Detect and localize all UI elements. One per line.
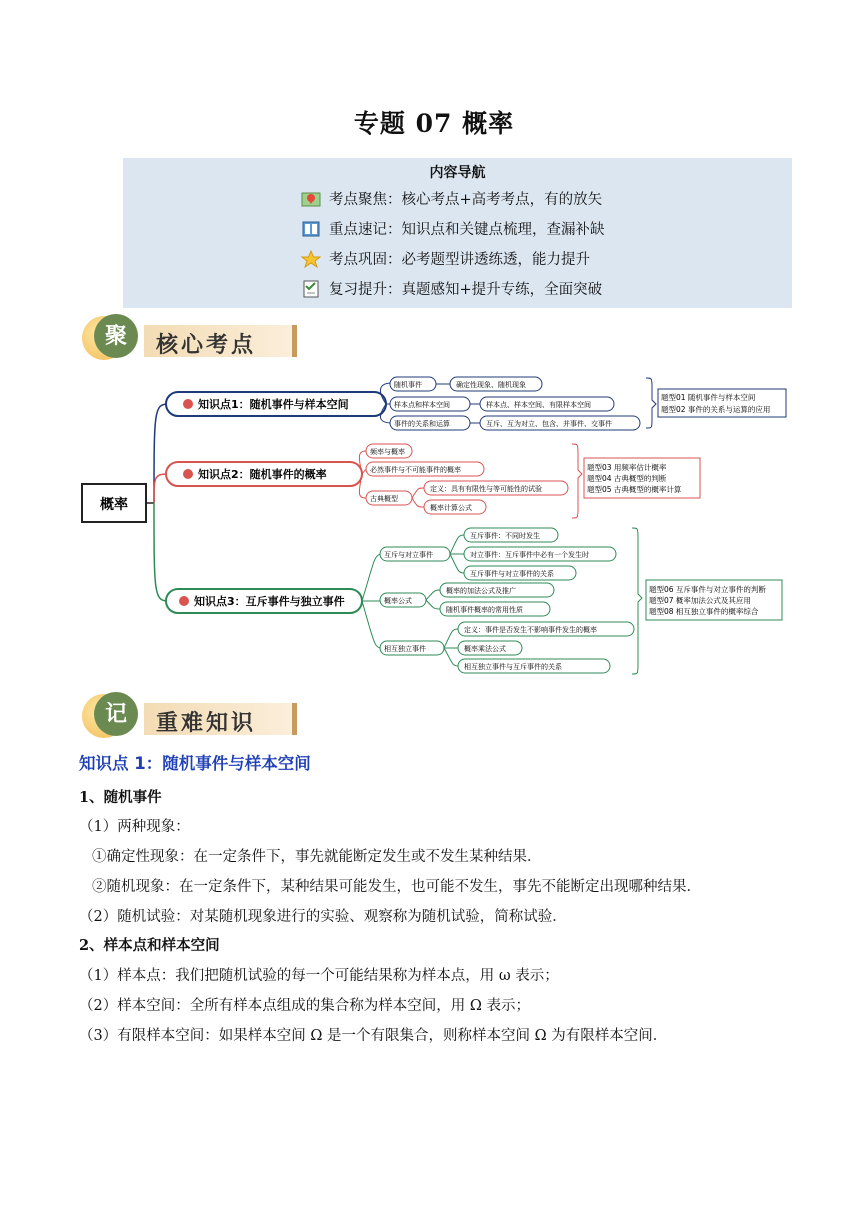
paragraph: （3）有限样本空间：如果样本空间 Ω 是一个有限集合，则称样本空间 Ω 为有限样本空间．: [79, 1028, 668, 1044]
banner-label: 重难知识: [156, 710, 257, 736]
paragraph: ②随机现象：在一定条件下，某种结果可能发生，也可能不发生，事先不能断定出现哪种结果．: [92, 879, 701, 895]
b3-child-1: 互斥与对立事件: [384, 551, 433, 559]
section-banner-core: [82, 316, 297, 362]
b1-type-2: 题型02 事件的关系与运算的应用: [661, 405, 771, 414]
nav-heading: 内容导航: [429, 165, 486, 181]
nav-item-focus: [301, 188, 602, 209]
b3-child-1-sub-3: 互斥事件与对立事件的关系: [470, 570, 554, 578]
badge: 记: [94, 692, 138, 736]
b3-child-1-sub-2: 对立事件：互斥事件中必有一个发生时: [470, 551, 589, 559]
b2-type-1: 题型03 用频率估计概率: [587, 463, 667, 472]
b3-child-3: 相互独立事件: [384, 645, 426, 653]
section-title: 知识点 1：随机事件与样本空间: [79, 754, 311, 773]
nav-item-text: 复习提升：真题感知+提升专练，全面突破: [329, 282, 603, 298]
branch-2-label: 知识点2：随机事件的概率: [198, 468, 327, 481]
b2-type-2: 题型04 古典概型的判断: [587, 474, 667, 483]
nav-item-text: 考点巩固：必考题型讲透练透，能力提升: [329, 252, 590, 268]
checklist-icon: [301, 280, 321, 298]
nav-item-practice: [301, 248, 590, 269]
b2-child-3-sub-2: 概率计算公式: [430, 504, 472, 512]
map-pin-icon: [301, 190, 321, 208]
b3-child-3-sub-2: 概率乘法公式: [464, 645, 506, 653]
b2-child-2: 必然事件与不可能事件的概率: [370, 466, 461, 474]
b3-child-3-sub-1: 定义：事件是否发生不影响事件发生的概率: [464, 626, 597, 634]
content-navigation-box: [123, 158, 792, 308]
b3-type-1: 题型06 互斥事件与对立事件的判断: [649, 585, 766, 594]
b3-child-1-sub-1: 互斥事件：不同时发生: [470, 532, 540, 540]
nav-item-text: 重点速记：知识点和关键点梳理，查漏补缺: [329, 222, 605, 238]
b3-child-2: 概率公式: [384, 597, 412, 605]
paragraph: （2）样本空间：全所有样本点组成的集合称为样本空间，用 Ω 表示；: [79, 998, 530, 1014]
b1-child-2-sub: 样本点、样本空间、有限样本空间: [486, 401, 591, 409]
b3-type-3: 题型08 相互独立事件的概率综合: [649, 607, 759, 616]
branch-1-label: 知识点1：随机事件与样本空间: [198, 398, 349, 411]
badge: 聚: [94, 314, 138, 358]
b2-type-3: 题型05 古典概型的概率计算: [587, 485, 682, 494]
b3-type-2: 题型07 概率加法公式及其应用: [649, 596, 751, 605]
b2-child-3-sub-1: 定义：具有有限性与等可能性的试验: [430, 485, 542, 493]
book-icon: [301, 220, 321, 238]
nav-item-text: 考点聚焦：核心考点+高考考点，有的放矢: [329, 192, 603, 208]
b1-child-2: 样本点和样本空间: [394, 401, 450, 409]
paragraph: （1）两种现象：: [79, 819, 190, 835]
branch-3-label: 知识点3：互斥事件与独立事件: [194, 595, 345, 608]
banner-label: 核心考点: [156, 332, 257, 358]
b3-child-3-sub-3: 相互独立事件与互斥事件的关系: [464, 663, 562, 671]
b2-child-1: 频率与概率: [370, 448, 405, 456]
b2-child-3: 古典概型: [370, 495, 398, 503]
b1-child-3-sub: 互斥、互为对立、包含、并事件、交事件: [486, 420, 612, 428]
b1-child-1-sub: 确定性现象、随机现象: [456, 381, 526, 389]
section-banner-notes: [82, 694, 297, 740]
b1-child-1: 随机事件: [394, 381, 422, 389]
nav-item-notes: [301, 218, 605, 239]
b1-child-3: 事件的关系和运算: [394, 420, 450, 428]
heading-2: 2、样本点和样本空间: [79, 937, 220, 954]
b3-child-2-sub-1: 概率的加法公式及推广: [446, 587, 516, 595]
nav-item-review: [301, 278, 602, 299]
b1-type-1: 题型01 随机事件与样本空间: [661, 393, 756, 402]
star-icon: [301, 250, 321, 268]
paragraph: ①确定性现象：在一定条件下，事先就能断定发生或不发生某种结果．: [92, 849, 542, 865]
page-title: 专题 07 概率: [353, 109, 515, 138]
paragraph: （1）样本点：我们把随机试验的每一个可能结果称为样本点，用 ω 表示；: [79, 968, 559, 984]
paragraph: （2）随机试验：对某随机现象进行的实验、观察称为随机试验，简称试验．: [79, 909, 567, 925]
mindmap-root: 概率: [100, 497, 128, 513]
heading-1: 1、随机事件: [79, 789, 162, 806]
b3-child-2-sub-2: 随机事件概率的常用性质: [446, 606, 523, 614]
mind-map: [78, 372, 798, 682]
